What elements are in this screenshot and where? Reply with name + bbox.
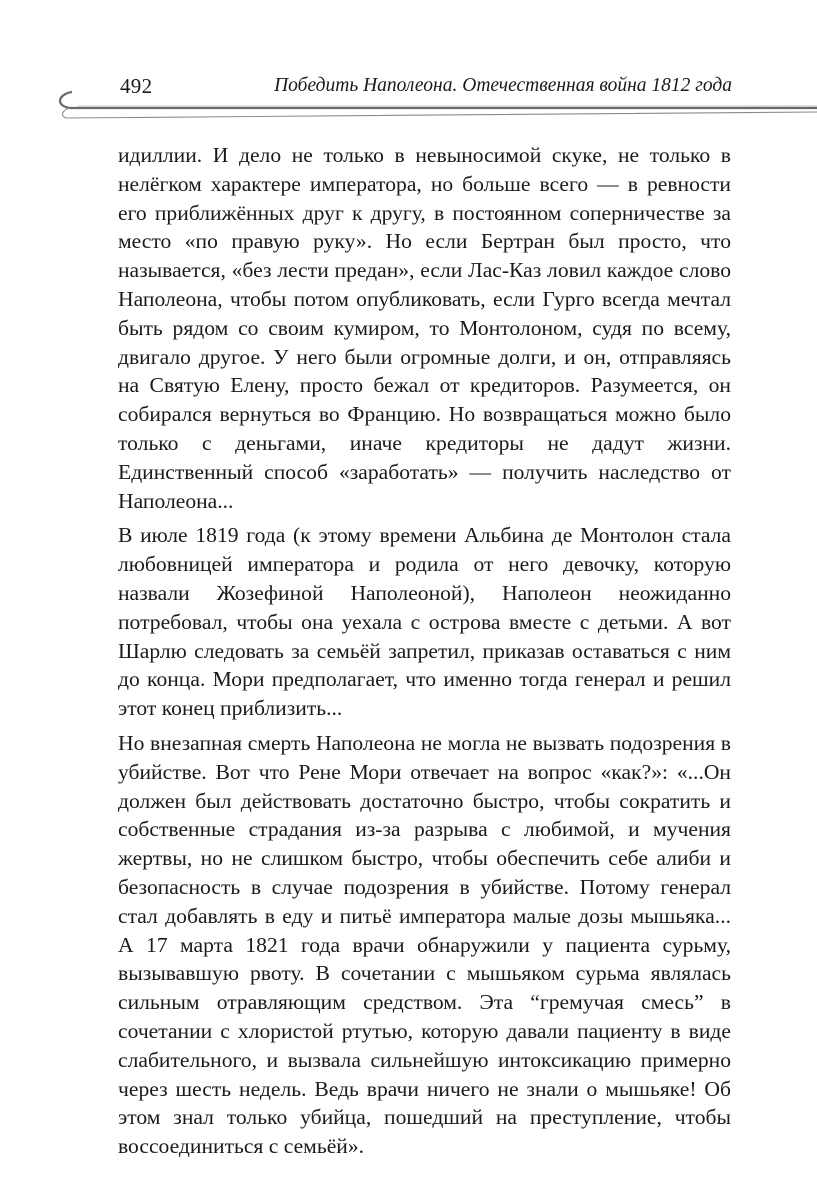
- paragraph: идиллии. И дело не только в невыносимой скуке, не только в нелёгком характере императора, но больше всего — в ревности его приближённых друг к другу, в постоянном соперничестве за место «по правую руку». Но если Бертран был просто, что называется, «без лести предан», если Лас-Каз ловил каждое слово Наполеона, чтобы потом опубликовать, если Гурго всегда мечтал быть рядом со своим кумиром, то Монтолоном, судя по всему, двигало другое. У него были огромные долги, и он, отправляясь на Святую Елену, просто бежал от кредиторов. Разумеется, он собирался вернуться во Францию. Но возвращаться можно было только с деньгами, иначе кредиторы не дадут жизни. Единственный способ «заработать» — получить наследство от Наполеона...: [118, 143, 731, 513]
- header-rule-ornament: [0, 86, 817, 126]
- running-title: Победить Наполеона. Отечественная война 1812 года: [274, 75, 732, 96]
- paragraph: Но внезапная смерть Наполеона не могла не вызвать подозрения в убийстве. Вот что Рене Мори отвечает на вопрос «как?»: «...Он должен был действовать достаточно быстро, чтобы сократить и собственные страдания из-за разрыва с любимой, и мучения жертвы, но не слишком быстро, чтобы обеспечить себе алиби и безопасность в случае подозрения в убийстве. Потому генерал стал добавлять в еду и питьё императора малые дозы мышьяка... А 17 марта 1821 года врачи обнаружили у пациента сурьму, вызывавшую рвоту. В сочетании с мышьяком сурьма являлась сильным отравляющим средством. Эта “гремучая смесь” в сочетании с хлористой ртутью, которую давали пациенту в виде слабительного, и вызвала сильнейшую интоксикацию примерно через шесть недель. Ведь врачи ничего не знали о мышьяке! Об этом знал только убийца, пошедший на преступление, чтобы воссоединиться с семьёй».: [118, 730, 731, 1159]
- paragraph: В июле 1819 года (к этому времени Альбина де Монтолон стала любовницей императора и родила от него девочку, которую назвали Жозефиной Наполеоной), Наполеон неожиданно потребовал, чтобы она уехала с острова вместе с детьми. А вот Шарлю следовать за семьёй запретил, приказав оставаться с ним до конца. Мори предполагает, что именно тогда генерал и решил этот конец приблизить...: [118, 523, 731, 721]
- body-text: [118, 141, 731, 1167]
- page-number: 492: [120, 74, 153, 98]
